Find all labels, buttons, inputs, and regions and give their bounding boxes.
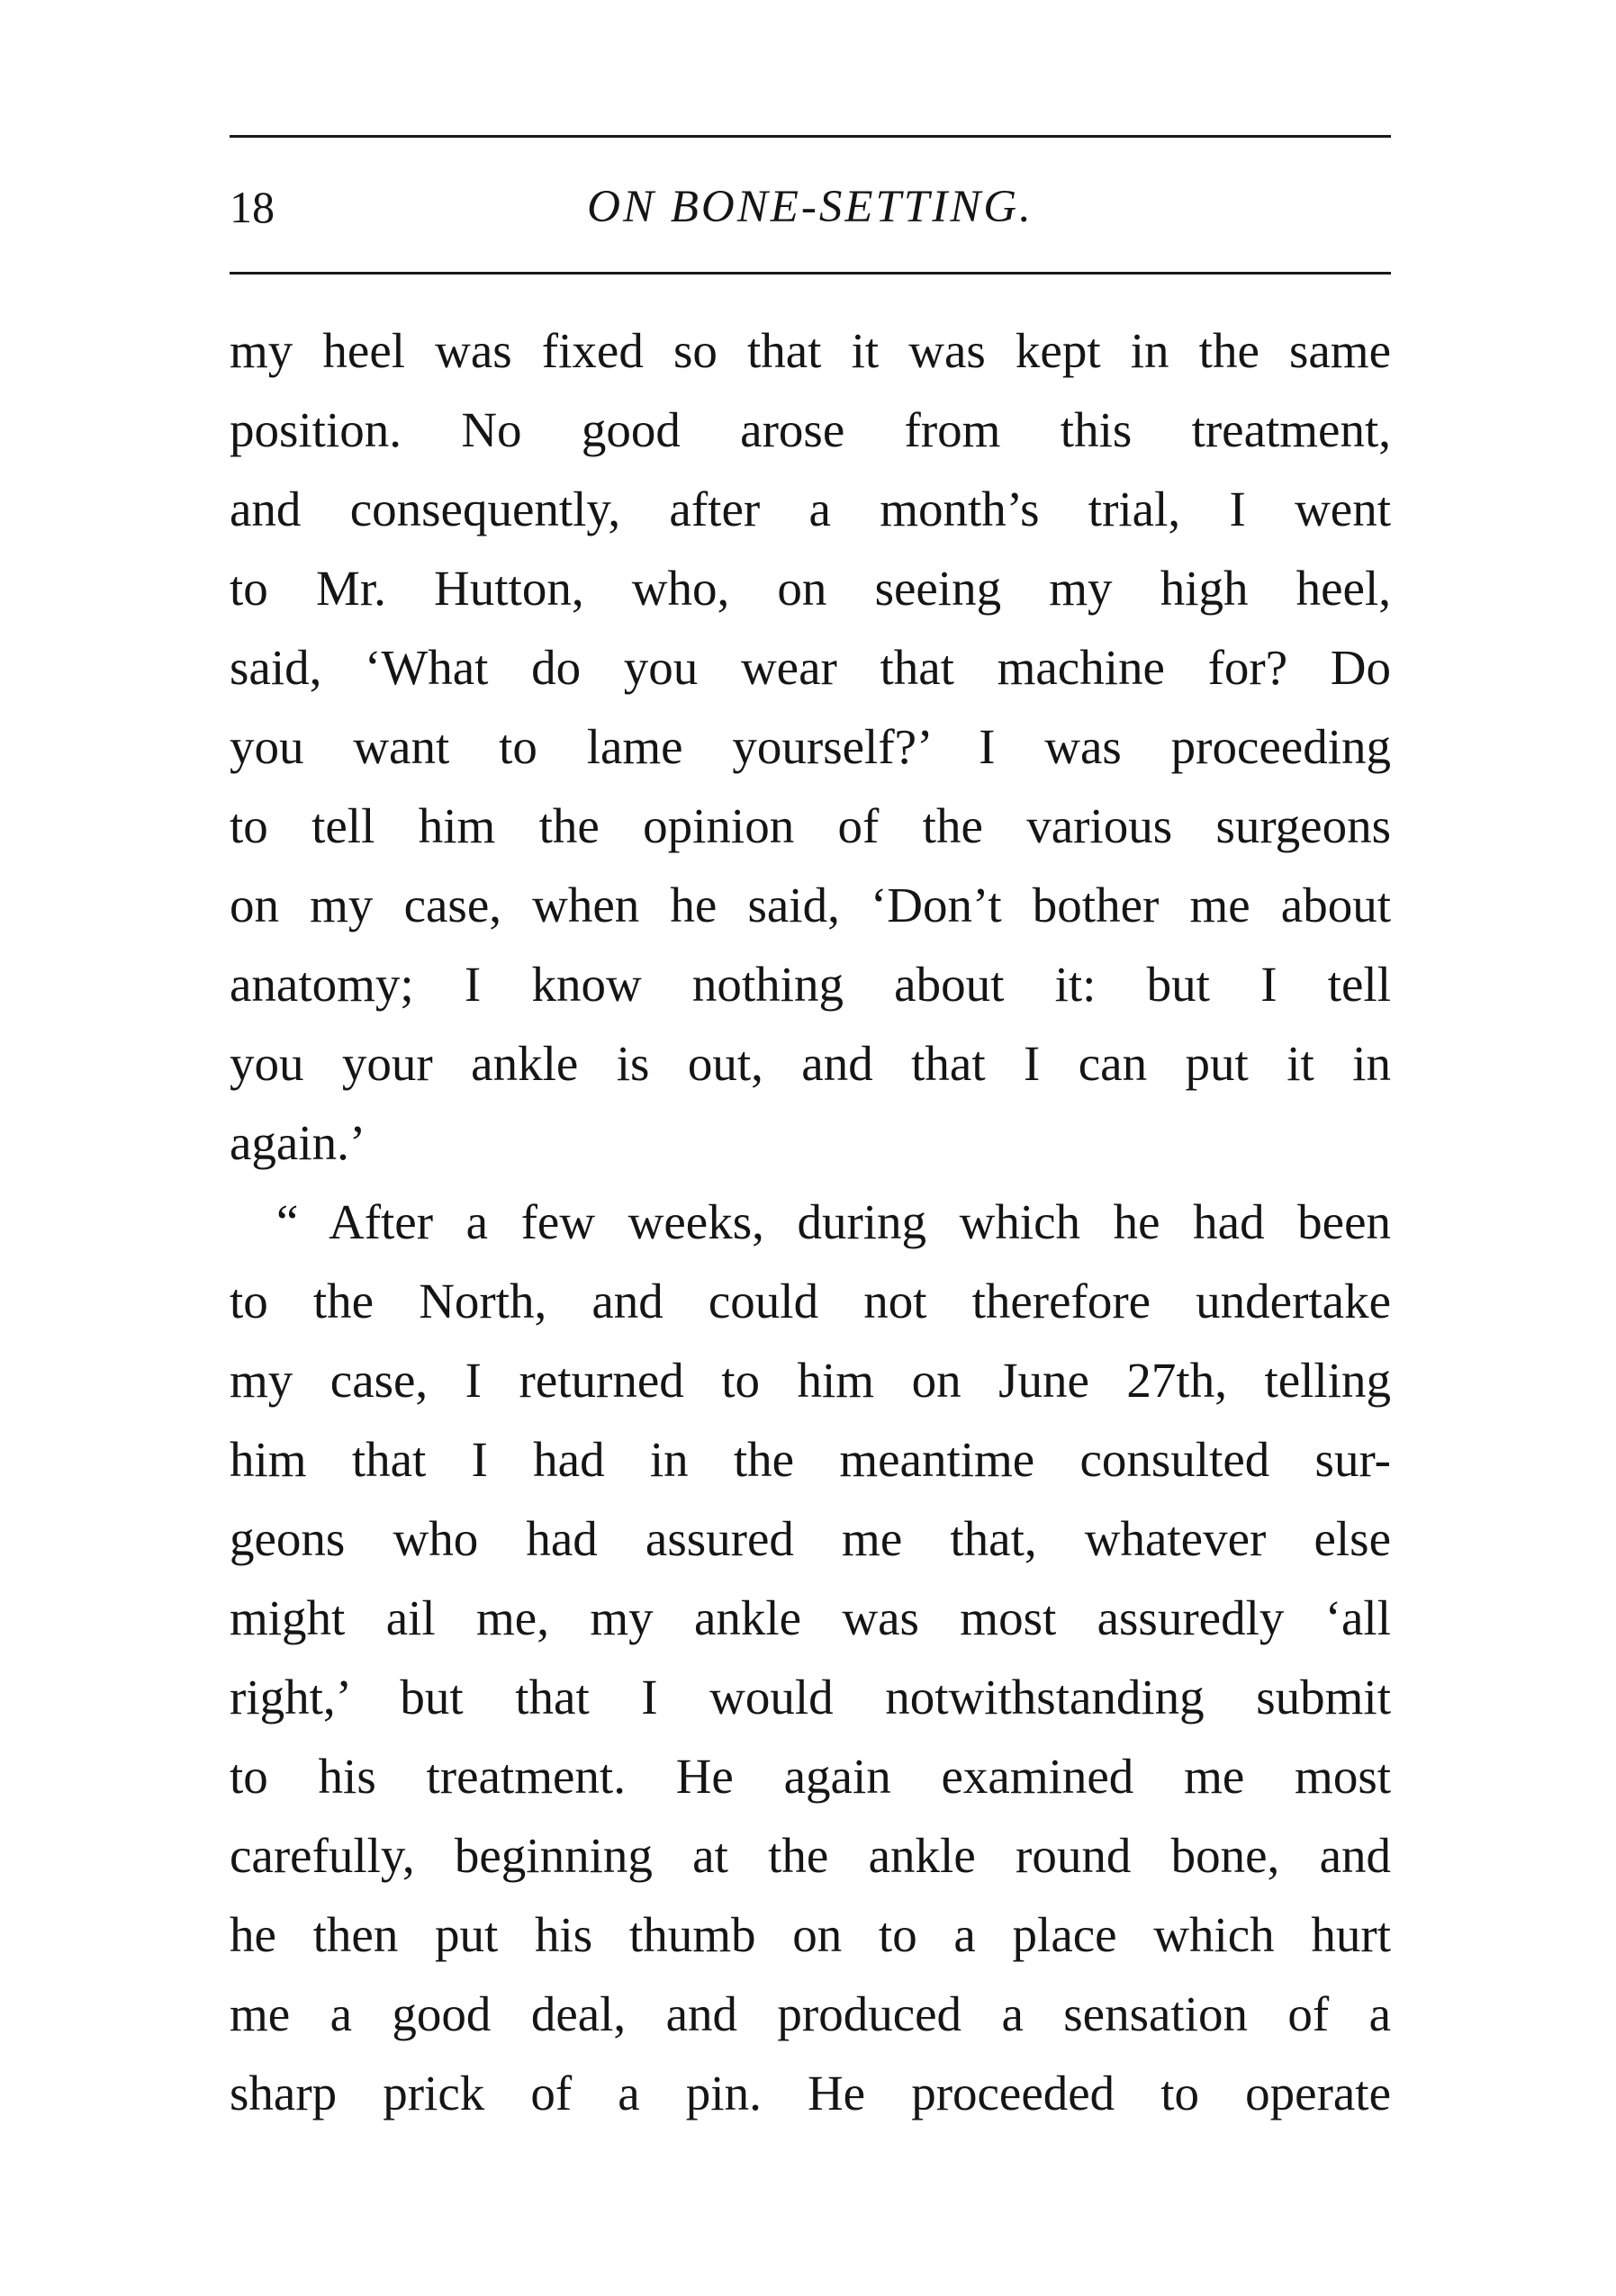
body-text xyxy=(230,311,1391,2133)
text-line: anatomy; I know nothing about it: but I tell xyxy=(230,957,1391,1012)
text-line: geons who had assured me that, whatever else xyxy=(230,1511,1391,1566)
text-line: right,’ but that I would notwithstanding submit xyxy=(230,1670,1391,1724)
text-line: and consequently, after a month’s trial, I went xyxy=(230,482,1391,536)
text-line: to Mr. Hutton, who, on seeing my high heel, xyxy=(230,561,1391,616)
text-line: he then put his thumb on to a place which hurt xyxy=(230,1907,1391,1962)
text-line: sharp prick of a pin. He proceeded to operate xyxy=(230,2066,1391,2120)
header-top-rule xyxy=(230,135,1391,138)
text-line: you your ankle is out, and that I can put it in xyxy=(230,1036,1391,1091)
header-bottom-rule xyxy=(230,272,1391,275)
text-line: my heel was fixed so that it was kept in the same xyxy=(230,323,1391,378)
paragraph-end-line: again.’ xyxy=(230,1115,366,1170)
text-line: to his treatment. He again examined me most xyxy=(230,1749,1391,1804)
text-line: said, ‘What do you wear that machine for? Do xyxy=(230,640,1391,695)
text-line: to the North, and could not therefore undertake xyxy=(230,1274,1391,1328)
text-line: you want to lame yourself?’ I was proceeding xyxy=(230,719,1391,774)
text-line: carefully, beginning at the ankle round bone, and xyxy=(230,1828,1391,1883)
running-head xyxy=(230,176,1391,239)
text-line: position. No good arose from this treatment, xyxy=(230,402,1391,457)
text-line: him that I had in the meantime consulted sur- xyxy=(230,1432,1391,1487)
running-title: ON BONE-SETTING. xyxy=(587,182,1034,232)
page-number: 18 xyxy=(230,182,275,232)
text-line: my case, I returned to him on June 27th, telling xyxy=(230,1353,1391,1408)
paragraph-start-line: “ After a few weeks, during which he had been xyxy=(276,1194,1391,1249)
text-line: might ail me, my ankle was most assuredly ‘all xyxy=(230,1590,1391,1645)
text-line: to tell him the opinion of the various surgeons xyxy=(230,798,1391,853)
text-line: on my case, when he said, ‘Don’t bother me about xyxy=(230,878,1391,932)
text-line: me a good deal, and produced a sensation of a xyxy=(230,1986,1391,2041)
